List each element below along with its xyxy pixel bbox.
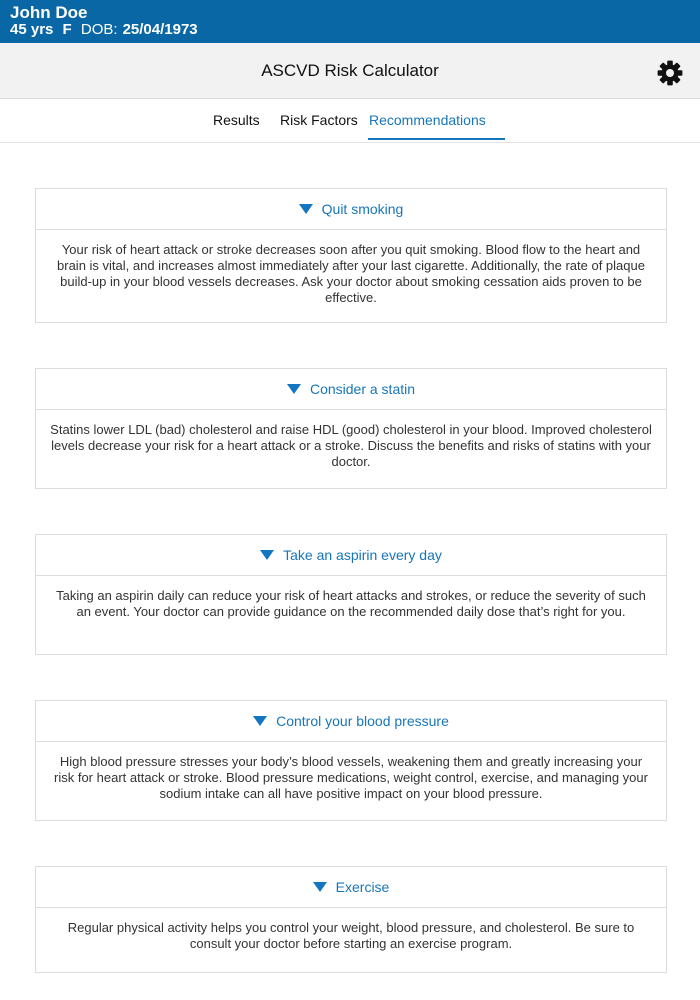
patient-dob: 25/04/1973 bbox=[122, 21, 198, 38]
recommendation-body: Statins lower LDL (bad) cholesterol and raise HDL (good) cholesterol in your blood. Improved cholesterol levels decrease your risk for a heart attack or a stroke. Discuss the benefits and risks of statins with your doctor. bbox=[50, 422, 652, 469]
recommendation-title: Quit smoking bbox=[321, 201, 404, 217]
recommendation-body: Your risk of heart attack or stroke decreases soon after you quit smoking. Blood flow to the heart and brain is vital, and increases almost immediately after your last cigarette. Additionally, the rate of plaque build-up in your blood vessels decreases. Ask your doctor about smoking cessation aids proven to be effective. bbox=[57, 242, 645, 305]
recommendation-toggle[interactable] bbox=[36, 535, 666, 576]
recommendation-toggle[interactable] bbox=[36, 867, 666, 908]
recommendation-body: High blood pressure stresses your body’s blood vessels, weakening them and greatly increasing your risk for heart attack or stroke. Blood pressure medications, weight control, exercise, and managing your sodium intake can all have positive impact on your blood pressure. bbox=[54, 754, 648, 801]
recommendation-card-quit-smoking bbox=[35, 188, 667, 323]
dob-label: DOB: bbox=[80, 21, 118, 38]
triangle-down-icon bbox=[260, 550, 274, 560]
recommendation-title: Exercise bbox=[335, 879, 390, 895]
tab-results[interactable]: Results bbox=[213, 112, 260, 128]
triangle-down-icon bbox=[287, 384, 301, 394]
gear-icon bbox=[655, 58, 685, 88]
triangle-down-icon bbox=[299, 204, 313, 214]
recommendation-toggle[interactable] bbox=[36, 701, 666, 742]
patient-name: John Doe bbox=[10, 3, 88, 22]
patient-demographics bbox=[10, 21, 203, 39]
tab-bar bbox=[0, 99, 700, 143]
app-header bbox=[0, 43, 700, 99]
recommendation-card-exercise bbox=[35, 866, 667, 973]
recommendation-title: Take an aspirin every day bbox=[283, 547, 442, 563]
recommendation-card-blood-pressure bbox=[35, 700, 667, 821]
recommendation-body: Taking an aspirin daily can reduce your risk of heart attacks and strokes, or reduce the severity of such an event. Your doctor can provide guidance on the recommended daily dose that’s right for you. bbox=[56, 588, 646, 619]
active-tab-indicator bbox=[368, 138, 505, 140]
settings-button[interactable] bbox=[655, 58, 685, 88]
recommendation-title: Consider a statin bbox=[309, 381, 416, 397]
recommendation-card-statin bbox=[35, 368, 667, 489]
recommendation-toggle[interactable] bbox=[36, 369, 666, 410]
triangle-down-icon bbox=[313, 882, 327, 892]
patient-age: 45 yrs bbox=[10, 21, 54, 38]
recommendation-title: Control your blood pressure bbox=[276, 713, 449, 729]
patient-banner bbox=[0, 0, 700, 43]
page-title: ASCVD Risk Calculator bbox=[261, 61, 439, 80]
recommendation-card-aspirin bbox=[35, 534, 667, 655]
tab-recommendations[interactable]: Recommendations bbox=[369, 112, 486, 128]
triangle-down-icon bbox=[253, 716, 267, 726]
recommendation-body: Regular physical activity helps you control your weight, blood pressure, and cholesterol. Be sure to consult your doctor before starting an exercise program. bbox=[67, 920, 635, 951]
tab-risk-factors[interactable]: Risk Factors bbox=[280, 112, 358, 128]
patient-sex: F bbox=[62, 21, 72, 38]
recommendation-toggle[interactable] bbox=[36, 189, 666, 230]
